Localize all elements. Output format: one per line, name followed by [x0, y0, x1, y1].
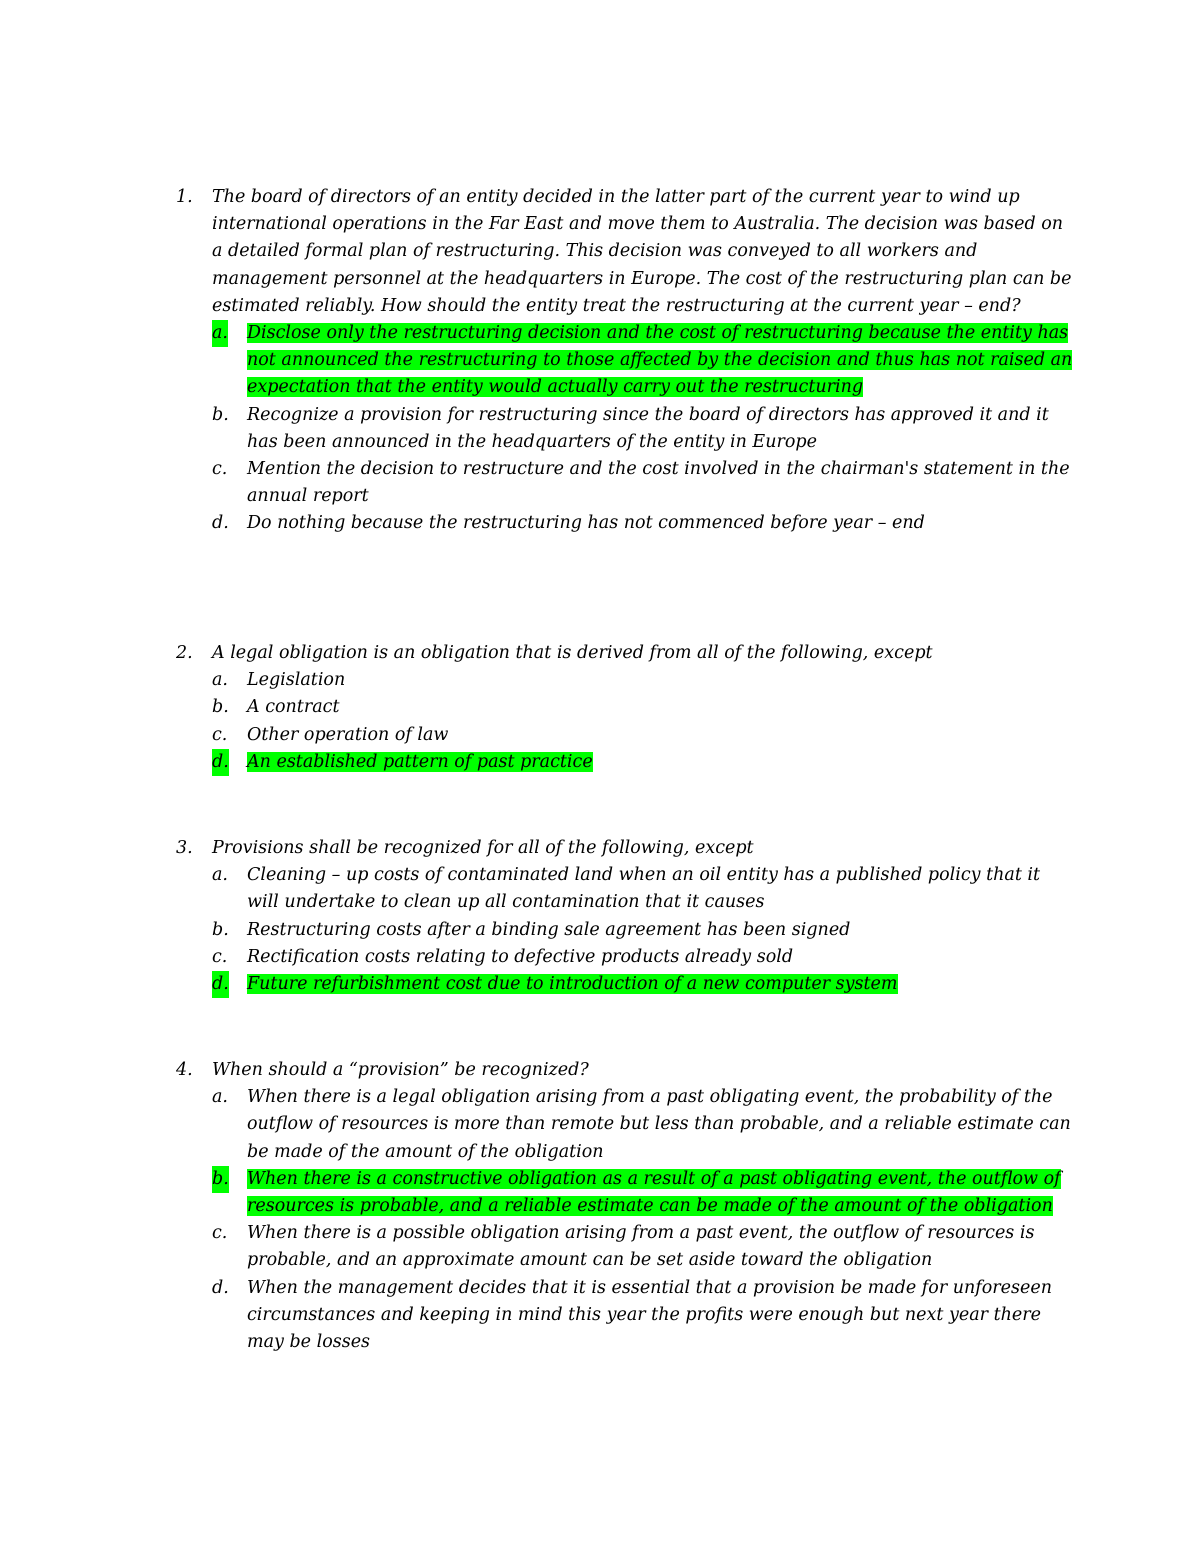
option-c	[212, 456, 1076, 510]
question-text: A legal obligation is an obligation that is derived from all of the following, except	[212, 643, 933, 663]
option-list	[176, 320, 1076, 538]
option-text: Recognize a provision for restructuring since the board of directors has approved it and it has been announced in the headquarters of the entity in Europe	[247, 404, 1049, 452]
question-stem	[176, 1057, 1076, 1084]
option-text: Mention the decision to restructure and the cost involved in the chairman's statement in the annual report	[247, 459, 1070, 507]
option-letter: a.	[212, 1087, 228, 1108]
option-letter: b.	[212, 404, 229, 425]
option-letter: b.	[212, 919, 229, 940]
option-a	[212, 667, 1076, 694]
option-b	[212, 1166, 1076, 1220]
option-list	[176, 1084, 1076, 1356]
option-text: When the management decides that it is essential that a provision be made for unforeseen circumstances and keeping in mind this year the profits were enough but next year there may be losses	[247, 1277, 1052, 1353]
option-letter: c.	[212, 724, 228, 745]
option-text: Other operation of law	[247, 724, 449, 745]
option-letter: b.	[212, 1166, 229, 1193]
option-text: When there is a legal obligation arising from a past obligating event, the probability of the outflow of resources is more than remote but less than probable, and a reliable estimate can be made of the amount of the obligation	[247, 1087, 1071, 1162]
option-text: An established pattern of past practice	[247, 751, 593, 772]
question-number: 3.	[176, 838, 193, 858]
option-letter: a.	[212, 865, 228, 886]
option-a	[212, 320, 1076, 402]
question-stem	[176, 640, 1076, 667]
option-a	[212, 1084, 1076, 1166]
question-stem	[176, 835, 1076, 862]
option-d	[212, 1275, 1076, 1357]
question-text: The board of directors of an entity decided in the latter part of the current year to wind up international operations in the Far East and move them to Australia. The decision was based on a detailed formal plan of restructuring. This decision was conveyed to all workers and management personnel at the headquarters in Europe. The cost of the restructuring plan can be estimated reliably. How should the entity treat the restructuring at the current year – end?	[212, 187, 1072, 316]
option-letter: a.	[212, 670, 228, 691]
option-letter: d.	[212, 749, 229, 776]
option-text: Rectification costs relating to defective products already sold	[247, 946, 794, 967]
option-c	[212, 944, 1076, 971]
question-text: When should a “provision” be recognized?	[212, 1060, 589, 1080]
question-3	[176, 835, 1076, 998]
question-stem	[176, 184, 1076, 320]
option-d	[212, 749, 1076, 776]
option-letter: d.	[212, 1277, 229, 1298]
option-letter: d.	[212, 971, 229, 998]
option-b	[212, 402, 1076, 456]
option-d	[212, 510, 1076, 537]
question-number: 1.	[176, 187, 193, 207]
option-text: When there is a constructive obligation as a result of a past obligating event, the outflow of resources is probable, and a reliable estimate can be made of the amount of the obligation	[247, 1168, 1061, 1217]
question-number: 4.	[176, 1060, 193, 1080]
option-list	[176, 862, 1076, 998]
option-list	[176, 667, 1076, 776]
option-letter: c.	[212, 459, 228, 480]
question-2	[176, 640, 1076, 776]
option-text: Disclose only the restructuring decision and the cost of restructuring because the entity has not announced the restructuring to those affected by the decision and thus has not raised an expectation that the entity would actually carry out the restructuring	[247, 323, 1073, 398]
option-letter: c.	[212, 1223, 228, 1244]
option-text: Do nothing because the restructuring has not commenced before year – end	[247, 513, 925, 534]
option-c	[212, 722, 1076, 749]
option-b	[212, 917, 1076, 944]
option-letter: c.	[212, 946, 228, 967]
option-text: Future refurbishment cost due to introduction of a new computer system	[247, 974, 898, 995]
option-letter: a.	[212, 320, 228, 347]
option-letter: b.	[212, 697, 229, 718]
option-b	[212, 694, 1076, 721]
option-text: When there is a possible obligation arising from a past event, the outflow of resources is probable, and an approximate amount can be set aside toward the obligation	[247, 1223, 1035, 1271]
option-d	[212, 971, 1076, 998]
question-text: Provisions shall be recognized for all of the following, except	[212, 838, 754, 858]
question-4	[176, 1057, 1076, 1356]
option-text: Restructuring costs after a binding sale agreement has been signed	[247, 919, 851, 940]
option-a	[212, 862, 1076, 916]
option-text: Cleaning – up costs of contaminated land when an oil entity has a published policy that it will undertake to clean up all contamination that it causes	[247, 865, 1041, 913]
option-c	[212, 1220, 1076, 1274]
question-1	[176, 184, 1076, 538]
question-number: 2.	[176, 643, 193, 663]
option-letter: d.	[212, 513, 229, 534]
option-text: A contract	[247, 697, 340, 718]
option-text: Legislation	[247, 670, 346, 691]
